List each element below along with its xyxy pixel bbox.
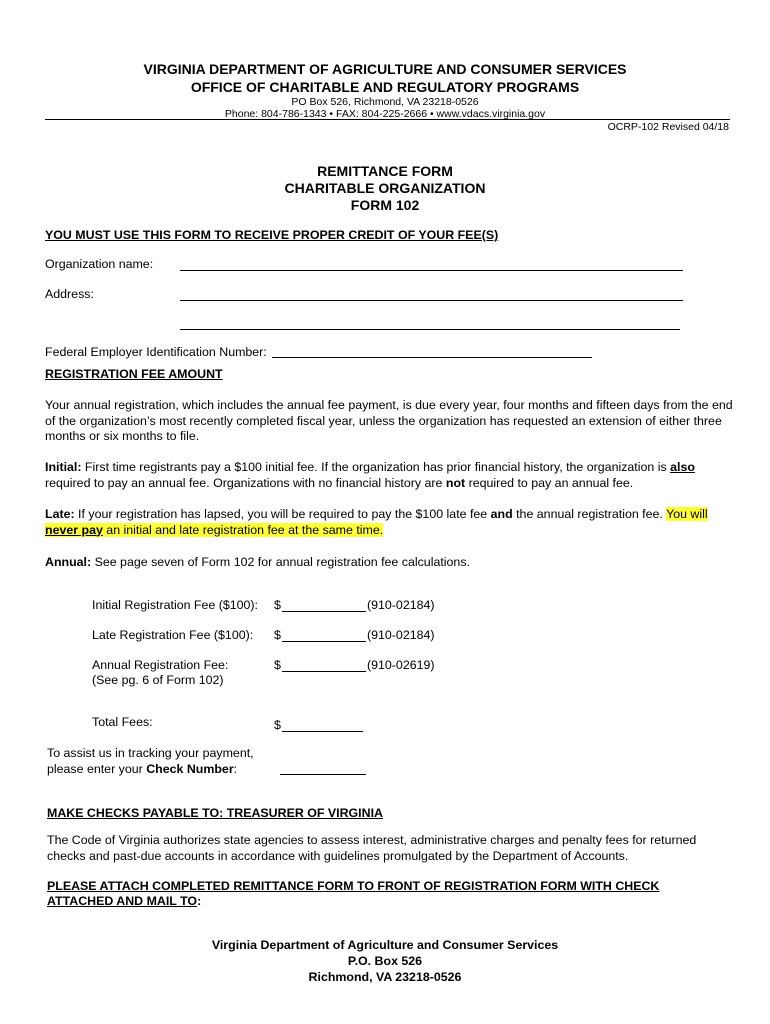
late-highlight-2: an initial and late registration fee at the same time. [102, 522, 384, 537]
office-contact: Phone: 804-786-1343 • FAX: 804-225-2666 • www.vdacs.virginia.gov [224, 108, 546, 120]
initial-fee-code: (910-02184) [367, 598, 435, 612]
code-paragraph: The Code of Virginia authorizes state agencies to assess interest, administrative charges and penalty fees for returned checks and past-due accounts in accordance with guidelines promulgated by the Department of Accounts. [47, 833, 697, 863]
mail-to-name: Virginia Department of Agriculture and Consumer Services [211, 938, 559, 952]
late-and: and [490, 507, 513, 521]
attach-instruction-line1: PLEASE ATTACH COMPLETED REMITTANCE FORM TO FRONT OF REGISTRATION FORM WITH CHECK [47, 879, 660, 893]
check-instruction-line2 [47, 762, 237, 776]
attach-line2-text: ATTACHED AND MAIL TO [47, 894, 198, 908]
fein-label: Federal Employer Identification Number: [45, 345, 267, 359]
initial-fee-paragraph [45, 460, 735, 491]
total-fees-label: Total Fees: [92, 715, 153, 729]
mail-to-city: Richmond, VA 23218-0526 [308, 970, 462, 984]
attach-colon: : [197, 894, 202, 908]
late-highlight-1: You will [666, 507, 708, 521]
annual-fee-code: (910-02619) [367, 658, 435, 672]
annual-fee-label: Annual Registration Fee: [92, 658, 229, 672]
fein-field[interactable] [272, 357, 592, 358]
late-text-2: the annual registration fee. [512, 507, 667, 521]
annual-intro-paragraph: Your annual registration, which includes the annual fee payment, is due every year, four months and fifteen days from the end of the organization’s most recently completed fiscal year, unless the organization has requested an extension of either three months or six months to file. [45, 398, 733, 443]
annual-fee-sublabel: (See pg. 6 of Form 102) [92, 673, 224, 687]
check-instruction-line1: To assist us in tracking your payment, [47, 746, 254, 760]
payable-heading: MAKE CHECKS PAYABLE TO: TREASURER OF VIRGINIA [47, 806, 383, 820]
initial-text-2: required to pay an annual fee. Organizations with no financial history are [45, 475, 446, 490]
late-highlight-never: never pay [45, 522, 103, 537]
address-label: Address: [45, 287, 94, 301]
credit-notice: YOU MUST USE THIS FORM TO RECEIVE PROPER CREDIT OF YOUR FEE(S) [45, 228, 499, 242]
initial-text-3: required to pay an annual fee. [465, 475, 634, 490]
check-suffix: : [233, 762, 238, 776]
annual-fee-dollar: $ [274, 658, 281, 672]
check-prefix: please enter your [47, 762, 147, 776]
late-text: If your registration has lapsed, you will be required to pay the $100 late fee [74, 507, 491, 521]
annual-label: Annual: [45, 555, 92, 569]
initial-fee-field[interactable] [282, 611, 366, 612]
check-number-label: Check Number [146, 762, 234, 776]
form-subtitle: CHARITABLE ORGANIZATION [284, 180, 486, 196]
address-field-line1[interactable] [180, 300, 683, 301]
total-fees-field[interactable] [282, 731, 363, 732]
form-title: REMITTANCE FORM [317, 163, 453, 179]
initial-label: Initial: [45, 460, 82, 474]
attach-instruction-line2 [47, 894, 201, 908]
address-field-line2[interactable] [180, 329, 680, 330]
form-number: FORM 102 [350, 197, 420, 213]
initial-fee-dollar: $ [274, 598, 281, 612]
initial-fee-label: Initial Registration Fee ($100): [92, 598, 258, 612]
late-fee-label: Late Registration Fee ($100): [92, 628, 254, 642]
initial-not: not [445, 475, 466, 490]
late-label: Late: [45, 507, 75, 521]
org-name-label: Organization name: [45, 257, 154, 271]
annual-fee-paragraph [45, 555, 735, 571]
office-address: PO Box 526, Richmond, VA 23218-0526 [291, 96, 479, 108]
late-fee-field[interactable] [282, 641, 366, 642]
office-name: OFFICE OF CHARITABLE AND REGULATORY PROGRAMS [190, 79, 580, 95]
check-number-field[interactable] [280, 774, 366, 775]
late-fee-code: (910-02184) [367, 628, 435, 642]
annual-text: See page seven of Form 102 for annual registration fee calculations. [91, 555, 470, 569]
initial-also: also [670, 460, 695, 474]
header-divider [45, 119, 730, 120]
initial-text: First time registrants pay a $100 initial fee. If the organization has prior financial history, the organization is [81, 460, 671, 474]
department-name: VIRGINIA DEPARTMENT OF AGRICULTURE AND CONSUMER SERVICES [143, 61, 627, 77]
mail-to-box: P.O. Box 526 [347, 954, 423, 968]
org-name-field[interactable] [180, 270, 683, 271]
total-fees-dollar: $ [274, 718, 281, 732]
revision-label: OCRP-102 Revised 04/18 [607, 121, 729, 133]
annual-fee-field[interactable] [282, 671, 366, 672]
registration-fee-heading: REGISTRATION FEE AMOUNT [45, 367, 223, 381]
late-fee-dollar: $ [274, 628, 281, 642]
late-fee-paragraph [45, 507, 735, 538]
